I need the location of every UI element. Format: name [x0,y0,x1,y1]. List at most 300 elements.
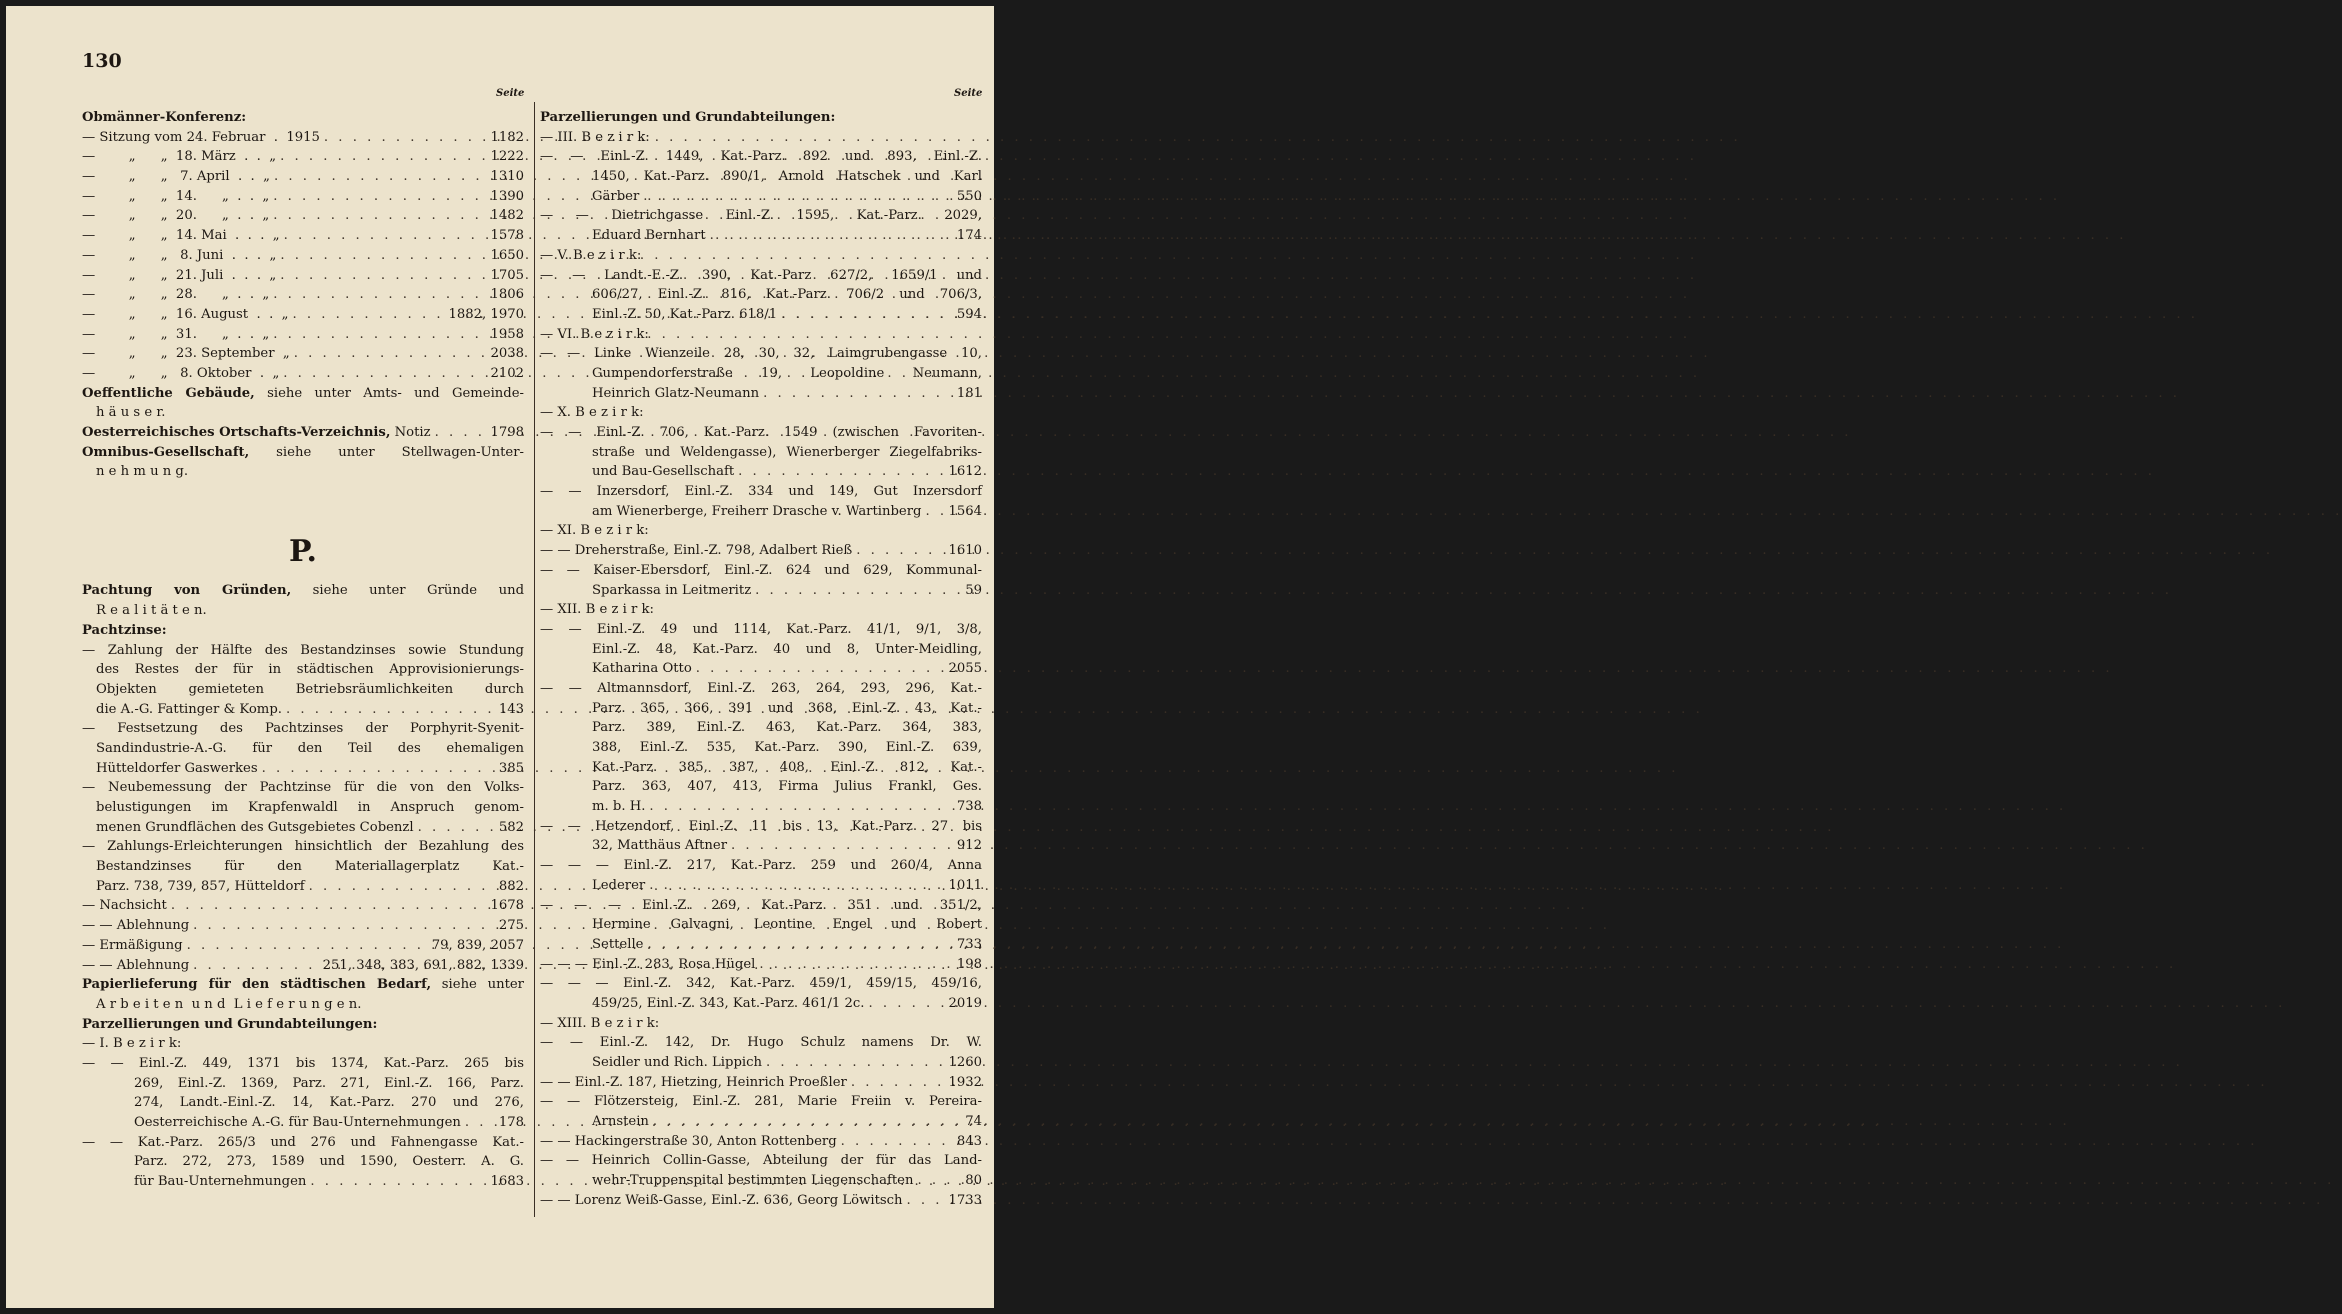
page-reference: 59 [965,582,982,598]
index-entry-line [82,1074,524,1094]
index-entry-line [82,975,524,995]
leader-dots [649,797,952,817]
index-entry-line [540,403,982,423]
entry-text: Gumpendorferstraße 19, Leopoldine Neumann, [592,365,982,381]
leader-dots [755,581,961,601]
index-entry-line [82,818,524,838]
leader-dots [766,1053,944,1073]
entry-text: des Restes der für in städtischen Approvisionierungs- [96,662,524,678]
entry-text: Omnibus-Gesellschaft, siehe unter Stellwagen-Unter- [82,444,524,460]
leader-dots [653,1112,961,1132]
page-reference: 1650 [490,247,524,263]
index-entry-line [82,1172,524,1192]
entry-text: menen Grundflächen des Gutsgebietes Cobenzl [96,819,414,835]
leader-dots [643,187,953,207]
index-entry-line [540,718,982,738]
leader-dots [193,956,318,976]
entry-text: — „ „ 31. „ . . „ [82,326,270,342]
entry-text: — V. B e z i r k: [540,247,642,263]
index-entry-line [82,206,524,226]
entry-text: — „ „ 23. September „ [82,346,290,362]
entry-text: Oesterreichisches Ortschafts-Verzeichnis, Notiz [82,425,431,440]
entry-text: — XII. B e z i r k: [540,602,654,618]
blank-line [82,482,524,502]
index-entry-line [540,679,982,699]
entry-text: am Wienerberge, Freiherr Drasche v. Wartinberg [592,503,922,519]
leader-dots [273,206,486,226]
entry-text: — — Dietrichgasse Einl.-Z. 1595, Kat.-Parz. 2029, [540,208,982,224]
entry-text: — — Einl.-Z. 449, 1371 bis 1374, Kat.-Parz. 265 bis [82,1055,524,1071]
page-reference: 1798 [490,425,524,440]
page-reference: 275 [498,918,524,934]
leader-dots [465,1113,495,1133]
index-entry-line [82,660,524,680]
page-reference: 178 [498,1115,524,1130]
index-entry-line [540,1073,982,1093]
entry-text: — — — Einl.-Z. 342, Kat.-Parz. 459/1, 459/15, 459/16, [540,976,982,992]
leader-dots [907,1191,945,1211]
index-entry-line [82,462,524,482]
entry-text: belustigungen im Krapfenwaldl in Anspruch genom- [96,800,524,815]
index-entry-line [540,1092,982,1112]
page-reference: 80 [965,1173,982,1189]
index-entry-line [82,759,524,779]
entry-text: — — Einl.-Z. 1449, Kat.-Parz. 892 und 893, Einl.-Z. [540,149,982,165]
entry-text: — — Hackingerstraße 30, Anton Rottenberg [540,1133,837,1149]
index-entry-line [82,226,524,246]
entry-text: — — Einl.-Z. 142, Dr. Hugo Schulz namens Dr. W. [540,1035,982,1051]
right-column [540,108,982,1211]
index-entry-line [540,285,982,305]
page-reference: 733 [956,936,982,952]
index-entry-line [82,956,524,976]
leader-dots [917,1171,961,1191]
index-entry-line [82,147,524,167]
index-entry-line [82,384,524,404]
entry-text: — „ „ 14. Mai . . . „ [82,228,280,244]
index-entry-line [540,226,982,246]
leader-dots [781,305,953,325]
entry-text: — XIII. B e z i r k: [540,1015,660,1031]
index-entry-line [82,344,524,364]
index-entry-line [82,719,524,739]
entry-text: Parz. 365, 366, 391 und 368, Einl.-Z. 43, Kat.- [592,700,982,716]
entry-text: n e h m u n g. [96,464,189,480]
entry-text: Sparkassa in Leitmeritz [592,582,752,598]
index-entry-line [82,1015,524,1035]
index-entry-line [82,128,524,148]
entry-text: Hütteldorfer Gaswerkes [96,760,258,776]
page-reference: 1932 [948,1074,982,1090]
entry-text: — — Altmannsdorf, Einl.-Z. 263, 264, 293, 296, Kat.- [540,680,982,696]
page-reference: 1310 [490,169,524,185]
index-entry-line [82,739,524,759]
entry-text: Arnstein [592,1114,649,1130]
index-entry-line [82,1054,524,1074]
page-reference: 1678 [490,898,524,914]
index-entry-line [82,798,524,818]
page-reference: 1705 [490,267,524,283]
leader-dots [309,877,495,897]
entry-text: — — Flötzersteig, Einl.-Z. 281, Marie Freiin v. Pereira- [540,1094,982,1110]
entry-text: h ä u s e r. [96,405,166,421]
page-reference: 1482 [490,208,524,224]
index-entry-line [82,700,524,720]
index-entry-line [82,187,524,207]
index-entry-line [540,581,982,601]
leader-dots [738,462,944,482]
page-reference: 1011 [948,877,982,893]
index-entry-line [82,246,524,266]
entry-text: — VI. B e z i r k: [540,326,649,342]
index-entry-line [540,738,982,758]
entry-text: Objekten gemieteten Betriebsräumlichkeiten durch [96,681,524,697]
entry-text: Parzellierungen und Grundabteilungen: [540,110,836,125]
entry-text: — — Landt.-E.-Z. 390, Kat.-Parz 627/2, 1659/1 und [540,267,982,283]
index-entry-line [82,601,524,621]
entry-text: Eduard Bernhart [592,228,706,244]
index-entry-line [82,266,524,286]
leader-dots [324,128,487,148]
index-entry-line [540,482,982,502]
index-entry-line [540,266,982,286]
leader-dots [696,659,945,679]
entry-text: 269, Einl.-Z. 1369, Parz. 271, Einl.-Z. 166, Parz. [134,1075,524,1091]
entry-text: — — Hetzendorf, Einl.-Z. 11 bis 13, Kat.-Parz. 27 bis [540,818,982,834]
entry-text: — Neubemessung der Pachtzinse für die von den Volks- [82,780,524,796]
index-entry-line [540,817,982,837]
index-entry-line [82,995,524,1015]
page-reference: 1222 [490,149,524,165]
index-entry-line [540,600,982,620]
leader-dots [171,896,487,916]
entry-text: Bestandzinses für den Materiallagerplatz Kat.- [96,859,524,875]
entry-text: — Festsetzung des Pachtzinses der Porphyrit-Syenit- [82,721,524,737]
index-entry-line [540,462,982,482]
index-entry-line [540,699,982,719]
index-entry-line [540,364,982,384]
entry-text: — X. B e z i r k: [540,405,644,421]
page-reference: 1260 [948,1055,982,1070]
entry-text: — — — Einl.-Z. 269, Kat.-Parz. 351 und 351/2, [540,897,982,913]
entry-text: — — Lorenz Weiß-Gasse, Einl.-Z. 636, Georg Löwitsch [540,1192,903,1208]
seite-label-left: Seite [496,88,525,99]
entry-text: — — Kaiser-Ebersdorf, Einl.-Z. 624 und 629, Kommunal- [540,562,982,578]
index-entry-line [82,1113,524,1133]
page-reference: 74 [965,1114,982,1130]
index-entry-line [540,128,982,148]
section-letter: P. [288,533,318,569]
leader-dots [284,226,487,246]
index-entry-line [540,187,982,207]
leader-dots [273,187,486,207]
page-reference: 1564 [948,503,982,519]
entry-text: Katharina Otto [592,661,692,677]
page-reference: 1390 [490,188,524,204]
entry-text: 459/25, Einl.-Z. 343, Kat.-Parz. 461/1 2c. [592,995,865,1011]
index-entry-line [540,443,982,463]
page-reference: 251, 348, 383, 691, 882, 1339 [322,957,524,973]
leader-dots [856,541,944,561]
entry-text: — III. B e z i r k: [540,129,650,145]
leader-dots [868,994,944,1014]
entry-text: — — Einl.-Z. 49 und 1114, Kat.-Parz. 41/1, 9/1, 3/8, [540,621,982,637]
page-reference: 882 [498,878,524,894]
entry-text: Heinrich Glatz-Neumann [592,385,760,401]
leader-dots [418,818,495,838]
index-entry-line [540,1132,982,1152]
leader-dots [262,759,495,779]
leader-dots [280,246,486,266]
index-entry-line [540,246,982,266]
entry-text: — „ „ 20. „ . . „ [82,208,270,224]
index-entry-line [540,384,982,404]
page-reference: 181 [956,385,982,401]
entry-text: — „ „ 8. Oktober . „ [82,365,280,381]
entry-text: — Sitzung vom 24. Februar . 1915 [82,129,320,145]
leader-dots [435,423,487,443]
page-reference: 385 [498,760,524,776]
leader-dots [283,364,486,384]
entry-text: wehr-Truppenspital bestimmten Liegenschaften [592,1173,914,1189]
page-reference: 1578 [490,228,524,244]
leader-dots [274,167,486,187]
entry-text: — — Einl.-Z. 187, Hietzing, Heinrich Proeßler [540,1074,847,1090]
page-reference: 738 [956,799,982,815]
entry-text: und Bau-Gesellschaft [592,464,735,480]
leader-dots [187,936,428,956]
page-reference: 2055 [948,661,982,677]
page-reference: 174 [956,228,982,244]
index-entry-line [540,1053,982,1073]
entry-text: Gärber [592,188,640,204]
index-entry-line [540,344,982,364]
leader-dots [851,1073,945,1093]
page-reference: 198 [956,956,982,972]
entry-text: für Bau-Unternehmungen [134,1174,307,1190]
index-entry-line [540,896,982,916]
entry-text: — — — Einl.-Z. 217, Kat.-Parz. 259 und 260/4, Anna [540,858,982,874]
index-entry-line [540,856,982,876]
index-entry-line [82,403,524,423]
entry-text: Parzellierungen und Grundabteilungen: [82,1016,378,1032]
entry-text: — Ermäßigung [82,937,183,953]
entry-text: Oeffentliche Gebäude, siehe unter Amts- und Gemeinde- [82,385,525,401]
entry-text: — „ „ 14. „ . . „ [82,188,270,204]
page-reference: 843 [956,1133,982,1149]
index-entry-line [540,1191,982,1211]
entry-text: 388, Einl.-Z. 535, Kat.-Parz. 390, Einl.-Z. 639, [592,740,982,755]
index-entry-line [540,147,982,167]
leader-dots [294,344,487,364]
entry-text: — Zahlungs-Erleichterungen hinsichtlich der Bezahlung des [82,839,524,855]
entry-text: Papierlieferung für den städtischen Bedarf, siehe unter [82,977,524,993]
entry-text: A r b e i t e n u n d L i e f e r u n g e n. [96,996,362,1012]
entry-text: Seidler und Rich. Lippich [592,1055,763,1070]
index-entry-line [82,325,524,345]
leader-dots [310,1172,486,1192]
entry-text: — „ „ 7. April . . „ [82,169,270,185]
index-entry-line [540,1033,982,1053]
index-entry-line [540,521,982,541]
leader-dots [193,916,495,936]
entry-text: — — Dreherstraße, Einl.-Z. 798, Adalbert Rieß [540,543,853,559]
index-entry-line [82,305,524,325]
index-entry-line [82,1093,524,1113]
entry-text: Settelle [592,936,644,952]
left-column [82,108,524,1192]
entry-text: Einl.-Z. 48, Kat.-Parz. 40 und 8, Unter-Meidling, [592,641,982,657]
leader-dots [926,502,945,522]
index-entry-line [540,640,982,660]
index-entry-line [540,777,982,797]
entry-text: — — Inzersdorf, Einl.-Z. 334 und 149, Gut Inzersdorf [540,484,982,500]
index-entry-line [82,778,524,798]
page-reference: 582 [498,819,524,835]
index-entry-line [82,621,524,641]
leader-dots [273,325,486,345]
index-entry-line [540,797,982,817]
index-entry-line [540,108,982,128]
leader-dots [273,285,486,305]
page-reference: 2019 [948,995,982,1011]
leader-dots [280,147,486,167]
index-entry-line [540,167,982,187]
index-entry-line [540,561,982,581]
entry-text: — I. B e z i r k: [82,1036,182,1052]
leader-dots [647,935,952,955]
index-entry-line [82,581,524,601]
index-entry-line [540,541,982,561]
leader-dots [759,955,952,975]
entry-text: straße und Weldengasse), Wienerberger Ziegelfabriks- [592,444,982,460]
index-entry-line [82,916,524,936]
entry-text: — Zahlung der Hälfte des Bestandzinses sowie Stundung [82,642,524,658]
index-entry-line [82,108,524,128]
entry-text: — Nachsicht [82,898,167,914]
entry-text: — XI. B e z i r k: [540,523,649,539]
index-entry-line [82,1034,524,1054]
leader-dots [710,226,953,246]
page-reference: 594 [956,306,982,322]
entry-text: Sandindustrie-A.-G. für den Teil des ehemaligen [96,740,524,756]
page-reference: 912 [956,838,982,854]
leader-dots [280,266,486,286]
index-entry-line [82,837,524,857]
page-reference: 1806 [490,287,524,303]
entry-text: Pachtzinse: [82,622,167,638]
entry-text: — — Linke Wienzeile 28, 30, 32, Laimgrubengasse 10, [540,346,982,362]
index-entry-line [82,1152,524,1172]
entry-text: Parz. 389, Einl.-Z. 463, Kat.-Parz. 364, 383, [592,720,982,736]
entry-text: 1450, Kat.-Parz. 890/1, Arnold Hatschek und Karl [592,169,982,185]
leader-dots [763,384,953,404]
index-entry-line [540,974,982,994]
entry-text: die A.-G. Fattinger & Komp. [96,701,282,717]
entry-text: Oesterreichische A.-G. für Bau-Unternehmungen [134,1115,461,1130]
entry-text: — — Kat.-Parz. 265/3 und 276 und Fahnengasse Kat.- [82,1134,524,1150]
entry-text: Hermine Galvagni, Leontine Engel und Robert [592,917,982,933]
index-entry-line [540,659,982,679]
page-reference: 550 [956,188,982,204]
entry-text: — „ „ 8. Juni . . . „ [82,247,277,263]
entry-text: m. b. H. [592,799,646,815]
index-entry-line [540,1151,982,1171]
index-entry-line [540,1112,982,1132]
index-entry-line [540,305,982,325]
index-entry-line [540,994,982,1014]
entry-text: Einl.-Z. 50, Kat.-Parz. 618/1 [592,306,778,322]
page-reference: 1882, 1970 [448,306,524,322]
leader-dots [292,305,444,325]
index-entry-line [540,876,982,896]
index-entry-line [540,502,982,522]
entry-text: — — Ablehnung [82,918,190,934]
entry-text: — — Einl.-Z. 706, Kat.-Parz. 1549 (zwischen Favoriten- [540,425,982,440]
leader-dots [649,876,944,896]
page-number: 130 [82,50,122,72]
seite-label-right: Seite [954,88,983,99]
page-reference: 1610 [948,543,982,559]
page-reference: 1683 [490,1174,524,1190]
entry-text: — — — Einl.-Z. 283, Rosa Hügel [540,956,756,972]
leader-dots [286,700,495,720]
index-entry-line [82,641,524,661]
page-reference: 1958 [490,326,524,342]
entry-text: R e a l i t ä t e n. [96,603,207,619]
leader-dots [731,836,953,856]
index-entry-line [540,1014,982,1034]
entry-text: Parz. 272, 273, 1589 und 1590, Oesterr. A. G. [134,1154,524,1170]
page-reference: 2102 [490,365,524,381]
index-entry-line [82,857,524,877]
entry-text: Kat.-Parz. 385, 387, 408, Einl.-Z. 812, Kat.- [592,759,982,775]
index-entry-line [540,206,982,226]
entry-text: — „ „ 28. „ . . „ [82,287,270,303]
index-entry-line [82,877,524,897]
index-entry-line [540,758,982,778]
entry-text: 274, Landt.-Einl.-Z. 14, Kat.-Parz. 270 und 276, [134,1095,524,1111]
index-entry-line [82,680,524,700]
index-entry-line [540,915,982,935]
index-entry-line [82,364,524,384]
index-entry-line [540,1171,982,1191]
entry-text: Lederer [592,877,646,893]
index-entry-line [540,620,982,640]
page [6,6,994,1308]
entry-text: — „ „ 16. August . . „ [82,306,289,322]
index-entry-line [82,443,524,463]
entry-text: — — Heinrich Collin-Gasse, Abteilung der für das Land- [540,1153,982,1169]
index-entry-line [82,167,524,187]
index-entry-line [540,423,982,443]
blank-line [82,502,524,522]
page-reference: 79, 839, 2057 [431,937,524,953]
index-entry-line [82,285,524,305]
entry-text: Parz. 738, 739, 857, Hütteldorf [96,878,305,894]
page-reference: 1612 [948,464,982,480]
index-entry-line [540,955,982,975]
page-reference: 1733 [948,1192,982,1208]
entry-text: — — Ablehnung [82,957,190,973]
index-entry-line [540,836,982,856]
entry-text: Pachtung von Gründen, siehe unter Gründe und [82,583,525,599]
index-entry-line [82,936,524,956]
entry-text: Obmänner-Konferenz: [82,110,247,125]
page-reference: 2038 [490,346,524,362]
entry-text: — „ „ 18. März . . „ [82,149,277,165]
entry-text: 32, Matthäus Aftner [592,838,728,854]
